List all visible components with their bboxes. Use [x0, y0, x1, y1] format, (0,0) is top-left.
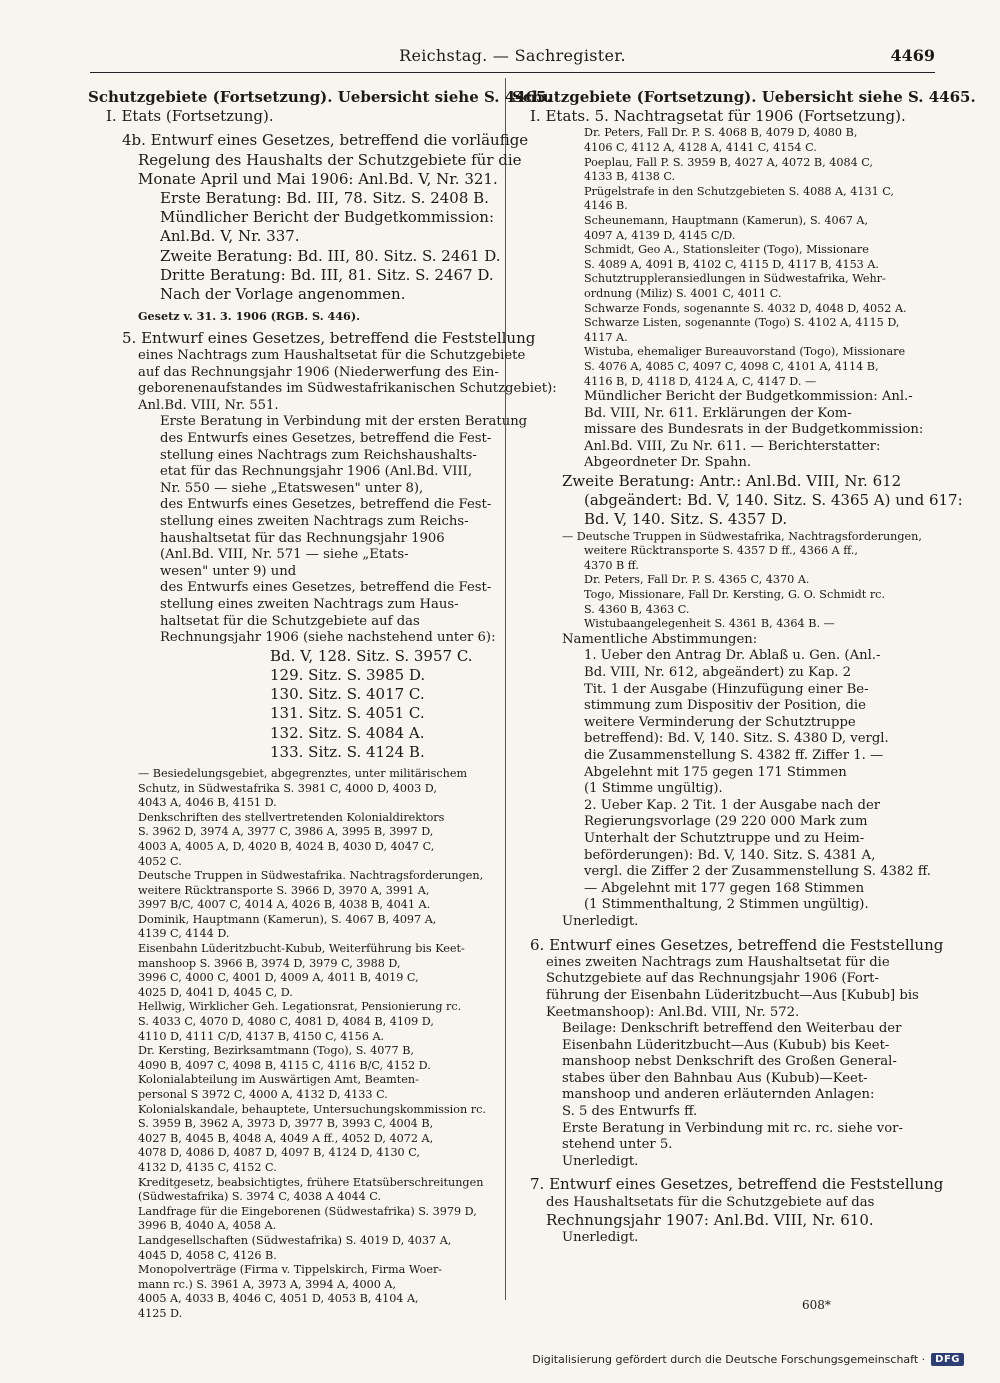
- text-line: stellung eines zweiten Nachtrags zum Haus-: [160, 596, 459, 612]
- text-line: betreffend): Bd. V, 140. Sitz. S. 4380 D, vergl.: [584, 731, 889, 747]
- text-line: Erste Beratung in Verbindung mit rc. rc. siehe vor-: [562, 1120, 903, 1136]
- text-line: 4110 D, 4111 C/D, 4137 B, 4150 C, 4156 A.: [138, 1029, 385, 1043]
- text-line: 4116 B, D, 4118 D, 4124 A, C, 4147 D. —: [584, 374, 817, 388]
- text-line: Tit. 1 der Ausgabe (Hinzufügung einer Be-: [584, 681, 869, 697]
- text-line: eines zweiten Nachtrags zum Haushaltsetat für die: [546, 954, 890, 970]
- text-line: Wistubaangelegenheit S. 4361 B, 4364 B. —: [584, 617, 835, 631]
- text-line: Deutsche Truppen in Südwestafrika. Nachtragsforderungen,: [138, 869, 484, 883]
- text-line: Unerledigt.: [562, 1230, 639, 1246]
- text-line: führung der Eisenbahn Lüderitzbucht—Aus [Kubub] bis: [546, 987, 919, 1003]
- text-line: weitere Rücktransporte S. 4357 D ff., 4366 A ff.,: [584, 544, 858, 558]
- text-line: — Abgelehnt mit 177 gegen 168 Stimmen: [584, 880, 865, 896]
- text-line: Abgelehnt mit 175 gegen 171 Stimmen: [584, 764, 847, 780]
- text-line: 4117 A.: [584, 330, 628, 344]
- text-line: S. 4033 C, 4070 D, 4080 C, 4081 D, 4084 B, 4109 D,: [138, 1015, 434, 1029]
- text-line: 4370 B ff.: [584, 558, 639, 572]
- text-line: Rechnungsjahr 1906 (siehe nachstehend unter 6):: [160, 630, 496, 646]
- text-line: Anl.Bd. VIII, Zu Nr. 611. — Berichterstatter:: [584, 438, 881, 454]
- text-line: Mündlicher Bericht der Budgetkommission:: [160, 208, 494, 227]
- text-line: (1 Stimme ungültig).: [584, 781, 723, 797]
- text-line: Kreditgesetz, beabsichtigtes, frühere Etatsüberschreitungen: [138, 1175, 484, 1189]
- text-line: Bd. V, 128. Sitz. S. 3957 C.: [270, 646, 473, 665]
- text-line: 132. Sitz. S. 4084 A.: [270, 723, 425, 742]
- text-line: S. 4089 A, 4091 B, 4102 C, 4115 D, 4117 B, 4153 A.: [584, 257, 879, 271]
- text-line: I. Etats (Fortsetzung).: [106, 107, 274, 126]
- text-line: 3996 B, 4040 A, 4058 A.: [138, 1219, 277, 1233]
- text-line: 130. Sitz. S. 4017 C.: [270, 685, 425, 704]
- text-line: Bd. VIII, Nr. 612, abgeändert) zu Kap. 2: [584, 665, 852, 681]
- text-line: beförderungen): Bd. V, 140. Sitz. S. 4381 A,: [584, 847, 876, 863]
- text-line: Landfrage für die Eingeborenen (Südwestafrika) S. 3979 D,: [138, 1204, 477, 1218]
- text-line: (1 Stimmenthaltung, 2 Stimmen ungültig).: [584, 897, 869, 913]
- text-line: 131. Sitz. S. 4051 C.: [270, 704, 425, 723]
- text-line: I. Etats. 5. Nachtragsetat für 1906 (Fortsetzung).: [530, 107, 906, 126]
- text-line: 4106 C, 4112 A, 4128 A, 4141 C, 4154 C.: [584, 141, 817, 154]
- text-line: Beilage: Denkschrift betreffend den Weiterbau der: [562, 1021, 902, 1037]
- text-line: stabes über den Bahnbau Aus (Kubub)—Keet-: [562, 1070, 868, 1086]
- text-line: stehend unter 5.: [562, 1137, 673, 1153]
- text-line: Mündlicher Bericht der Budgetkommission: Anl.-: [584, 389, 913, 405]
- signature-mark: 608*: [802, 1298, 831, 1312]
- text-line: wesen" unter 9) und: [160, 563, 297, 579]
- text-line: stellung eines zweiten Nachtrags zum Reichs-: [160, 513, 469, 529]
- text-line: 3996 C, 4000 C, 4001 D, 4009 A, 4011 B, 4019 C,: [138, 971, 419, 985]
- text-line: Togo, Missionare, Fall Dr. Kersting, G. O. Schmidt rc.: [584, 588, 886, 602]
- text-line: — Deutsche Truppen in Südwestafrika, Nachtragsforderungen,: [562, 529, 922, 543]
- text-line: weitere Verminderung der Schutztruppe: [584, 714, 856, 730]
- text-line: Erste Beratung in Verbindung mit der ersten Beratung: [160, 414, 528, 430]
- text-line: 2. Ueber Kap. 2 Tit. 1 der Ausgabe nach der: [584, 797, 881, 813]
- text-line: Wistuba, ehemaliger Bureauvorstand (Togo), Missionare: [584, 345, 906, 359]
- text-line: stimmung zum Dispositiv der Position, die: [584, 698, 866, 714]
- text-line: 4090 B, 4097 C, 4098 B, 4115 C, 4116 B/C, 4152 D.: [138, 1058, 431, 1072]
- text-line: haushaltsetat für das Rechnungsjahr 1906: [160, 530, 445, 546]
- text-line: Nr. 550 — siehe „Etatswesen" unter 8),: [160, 480, 424, 496]
- text-line: des Entwurfs eines Gesetzes, betreffend die Fest-: [160, 497, 492, 513]
- text-line: Kolonialabteilung im Auswärtigen Amt, Beamten-: [138, 1073, 419, 1087]
- text-line: 4078 D, 4086 D, 4087 D, 4097 B, 4124 D, 4130 C,: [138, 1146, 420, 1160]
- text-line: 133. Sitz. S. 4124 B.: [270, 742, 425, 761]
- text-line: Dr. Kersting, Bezirksamtmann (Togo), S. 4077 B,: [138, 1044, 414, 1058]
- text-line: Poeplau, Fall P. S. 3959 B, 4027 A, 4072 B, 4084 C,: [584, 155, 873, 169]
- text-line: Anl.Bd. VIII, Nr. 551.: [138, 397, 279, 413]
- text-line: missare des Bundesrats in der Budgetkommission:: [584, 422, 924, 438]
- text-line: weitere Rücktransporte S. 3966 D, 3970 A, 3991 A,: [138, 883, 430, 897]
- page-number: 4469: [890, 46, 935, 65]
- text-line: S. 3962 D, 3974 A, 3977 C, 3986 A, 3995 B, 3997 D,: [138, 825, 434, 839]
- text-line: stellung eines Nachtrags zum Reichshaushalts-: [160, 447, 477, 463]
- text-line: Namentliche Abstimmungen:: [562, 631, 758, 647]
- text-line: Unterhalt der Schutztruppe und zu Heim-: [584, 830, 865, 846]
- text-line: manshoop nebst Denkschrift des Großen General-: [562, 1054, 897, 1070]
- running-title: Reichstag. — Sachregister.: [399, 46, 626, 65]
- text-line: Unerledigt.: [562, 913, 639, 929]
- text-line: S. 3959 B, 3962 A, 3973 D, 3977 B, 3993 C, 4004 B,: [138, 1117, 434, 1131]
- text-line: Schutz, in Südwestafrika S. 3981 C, 4000 D, 4003 D,: [138, 781, 437, 795]
- text-line: Schwarze Listen, sogenannte (Togo) S. 4102 A, 4115 D,: [584, 316, 900, 330]
- text-line: 4139 C, 4144 D.: [138, 927, 230, 941]
- text-line: 6. Entwurf eines Gesetzes, betreffend die Feststellung: [530, 935, 944, 954]
- text-line: 4b. Entwurf eines Gesetzes, betreffend die vorläufige: [122, 131, 529, 150]
- text-line: Regelung des Haushalts der Schutzgebiete für die: [138, 150, 522, 169]
- text-line: manshoop und anderen erläuternden Anlagen:: [562, 1087, 875, 1103]
- text-line: Dritte Beratung: Bd. III, 81. Sitz. S. 2467 D.: [160, 265, 494, 284]
- text-line: 4132 D, 4135 C, 4152 C.: [138, 1160, 277, 1174]
- right-column: [512, 88, 976, 1247]
- text-line: 4005 A, 4033 B, 4046 C, 4051 D, 4053 B, 4104 A,: [138, 1292, 419, 1306]
- text-line: Bd. V, 140. Sitz. S. 4357 D.: [584, 510, 788, 529]
- text-line: etat für das Rechnungsjahr 1906 (Anl.Bd. VIII,: [160, 464, 473, 480]
- text-line: S. 4076 A, 4085 C, 4097 C, 4098 C, 4101 A, 4114 B,: [584, 359, 879, 373]
- dfg-logo: DFG: [931, 1353, 964, 1366]
- text-line: Schwarze Fonds, sogenannte S. 4032 D, 4048 D, 4052 A.: [584, 301, 907, 315]
- text-line: Zweite Beratung: Bd. III, 80. Sitz. S. 2461 D.: [160, 246, 501, 265]
- text-line: Unerledigt.: [562, 1153, 639, 1169]
- text-line: des Entwurfs eines Gesetzes, betreffend die Fest-: [160, 431, 492, 446]
- text-line: Schutzgebiete auf das Rechnungsjahr 1906 (Fort-: [546, 971, 879, 987]
- text-line: Eisenbahn Lüderitzbucht—Aus (Kubub) bis Keet-: [562, 1037, 890, 1053]
- text-line: Prügelstrafe in den Schutzgebieten S. 4088 A, 4131 C,: [584, 184, 894, 198]
- text-line: 4025 D, 4041 D, 4045 C, D.: [138, 985, 293, 999]
- text-line: S. 5 des Entwurfs ff.: [562, 1104, 698, 1120]
- text-line: Schutztruppleransiedlungen in Südwestafrika, Wehr-: [584, 272, 886, 286]
- text-line: 4133 B, 4138 C.: [584, 170, 676, 184]
- text-line: Zweite Beratung: Antr.: Anl.Bd. VIII, Nr. 612: [562, 472, 902, 491]
- text-line: — Besiedelungsgebiet, abgegrenztes, unter militärischem: [138, 766, 468, 780]
- text-line: Dr. Peters, Fall Dr. P. S. 4068 B, 4079 D, 4080 B,: [584, 126, 858, 140]
- text-line: Regierungsvorlage (29 220 000 Mark zum: [584, 814, 868, 830]
- text-line: 129. Sitz. S. 3985 D.: [270, 665, 426, 684]
- text-line: Rechnungsjahr 1907: Anl.Bd. VIII, Nr. 610.: [546, 1211, 874, 1230]
- page-header: [90, 38, 935, 74]
- text-line: Anl.Bd. V, Nr. 337.: [160, 227, 300, 246]
- text-line: Abgeordneter Dr. Spahn.: [584, 455, 752, 471]
- text-line: mann rc.) S. 3961 A, 3973 A, 3994 A, 4000 A,: [138, 1277, 397, 1291]
- text-line: Dominik, Hauptmann (Kamerun), S. 4067 B, 4097 A,: [138, 912, 437, 926]
- text-line: Schutzgebiete (Fortsetzung). Uebersicht siehe S. 4465.: [88, 88, 552, 106]
- text-line: des Haushaltsetats für die Schutzgebiete auf das: [546, 1194, 875, 1210]
- text-line: Keetmanshoop): Anl.Bd. VIII, Nr. 572.: [546, 1004, 800, 1020]
- text-line: 3997 B/C, 4007 C, 4014 A, 4026 B, 4038 B, 4041 A.: [138, 898, 431, 912]
- text-line: Landgesellschaften (Südwestafrika) S. 4019 D, 4037 A,: [138, 1233, 452, 1247]
- text-line: Denkschriften des stellvertretenden Kolonialdirektors: [138, 810, 445, 824]
- text-line: 4052 C.: [138, 854, 182, 868]
- footer-text: Digitalisierung gefördert durch die Deutsche Forschungsgemeinschaft ·: [532, 1353, 926, 1366]
- text-line: Kolonialskandale, behauptete, Untersuchungskommission rc.: [138, 1102, 486, 1116]
- text-line: (Südwestafrika) S. 3974 C, 4038 A 4044 C.: [138, 1190, 382, 1204]
- text-line: 4125 D.: [138, 1306, 183, 1320]
- text-line: 4146 B.: [584, 199, 628, 213]
- text-line: Erste Beratung: Bd. III, 78. Sitz. S. 2408 B.: [160, 189, 489, 208]
- text-line: des Entwurfs eines Gesetzes, betreffend die Fest-: [160, 580, 492, 596]
- text-line: 4027 B, 4045 B, 4048 A, 4049 A ff., 4052 D, 4072 A,: [138, 1131, 434, 1145]
- text-line: 4003 A, 4005 A, D, 4020 B, 4024 B, 4030 D, 4047 C,: [138, 839, 435, 853]
- text-line: 4043 A, 4046 B, 4151 D.: [138, 796, 277, 810]
- text-line: 1. Ueber den Antrag Dr. Ablaß u. Gen. (Anl.-: [584, 648, 881, 664]
- text-line: Schutzgebiete (Fortsetzung). Uebersicht siehe S. 4465.: [512, 88, 976, 106]
- text-line: geborenenaufstandes im Südwestafrikanischen Schutzgebiet):: [138, 381, 557, 397]
- text-line: Hellwig, Wirklicher Geh. Legationsrat, Pensionierung rc.: [138, 1000, 462, 1014]
- text-line: haltsetat für die Schutzgebiete auf das: [160, 613, 420, 629]
- column-divider: [505, 78, 506, 1300]
- left-column: [88, 88, 557, 1322]
- text-line: Eisenbahn Lüderitzbucht-Kubub, Weiterführung bis Keet-: [138, 942, 465, 956]
- text-line: 7. Entwurf eines Gesetzes, betreffend die Feststellung: [530, 1175, 944, 1194]
- text-line: die Zusammenstellung S. 4382 ff. Ziffer 1. —: [584, 747, 884, 763]
- text-line: Scheunemann, Hauptmann (Kamerun), S. 4067 A,: [584, 213, 869, 227]
- text-line: eines Nachtrags zum Haushaltsetat für die Schutzgebiete: [138, 348, 526, 364]
- text-line: (abgeändert: Bd. V, 140. Sitz. S. 4365 A) und 617:: [584, 491, 963, 510]
- text-line: Monate April und Mai 1906: Anl.Bd. V, Nr. 321.: [138, 169, 498, 188]
- text-line: auf das Rechnungsjahr 1906 (Niederwerfung des Ein-: [138, 364, 499, 380]
- text-line: Gesetz v. 31. 3. 1906 (RGB. S. 446).: [138, 309, 361, 324]
- text-line: Nach der Vorlage angenommen.: [160, 285, 406, 304]
- footer: [532, 1353, 964, 1366]
- text-line: S. 4360 B, 4363 C.: [584, 602, 690, 616]
- text-line: 4045 D, 4058 C, 4126 B.: [138, 1248, 277, 1262]
- text-line: Schmidt, Geo A., Stationsleiter (Togo), Missionare: [584, 243, 869, 257]
- text-line: vergl. die Ziffer 2 der Zusammenstellung S. 4382 ff.: [584, 864, 931, 880]
- text-line: (Anl.Bd. VIII, Nr. 571 — siehe „Etats-: [160, 547, 409, 563]
- header-rule: [90, 72, 935, 73]
- text-line: ordnung (Miliz) S. 4001 C, 4011 C.: [584, 286, 782, 300]
- text-line: manshoop S. 3966 B, 3974 D, 3979 C, 3988 D,: [138, 956, 401, 970]
- text-line: Monopolverträge (Firma v. Tippelskirch, Firma Woer-: [138, 1263, 443, 1277]
- text-line: Bd. VIII, Nr. 611. Erklärungen der Kom-: [584, 405, 852, 421]
- text-line: Dr. Peters, Fall Dr. P. S. 4365 C, 4370 A.: [584, 573, 810, 587]
- text-line: 5. Entwurf eines Gesetzes, betreffend die Feststellung: [122, 328, 536, 347]
- text-line: 4097 A, 4139 D, 4145 C/D.: [584, 228, 736, 242]
- text-line: personal S 3972 C, 4000 A, 4132 D, 4133 C.: [138, 1088, 388, 1101]
